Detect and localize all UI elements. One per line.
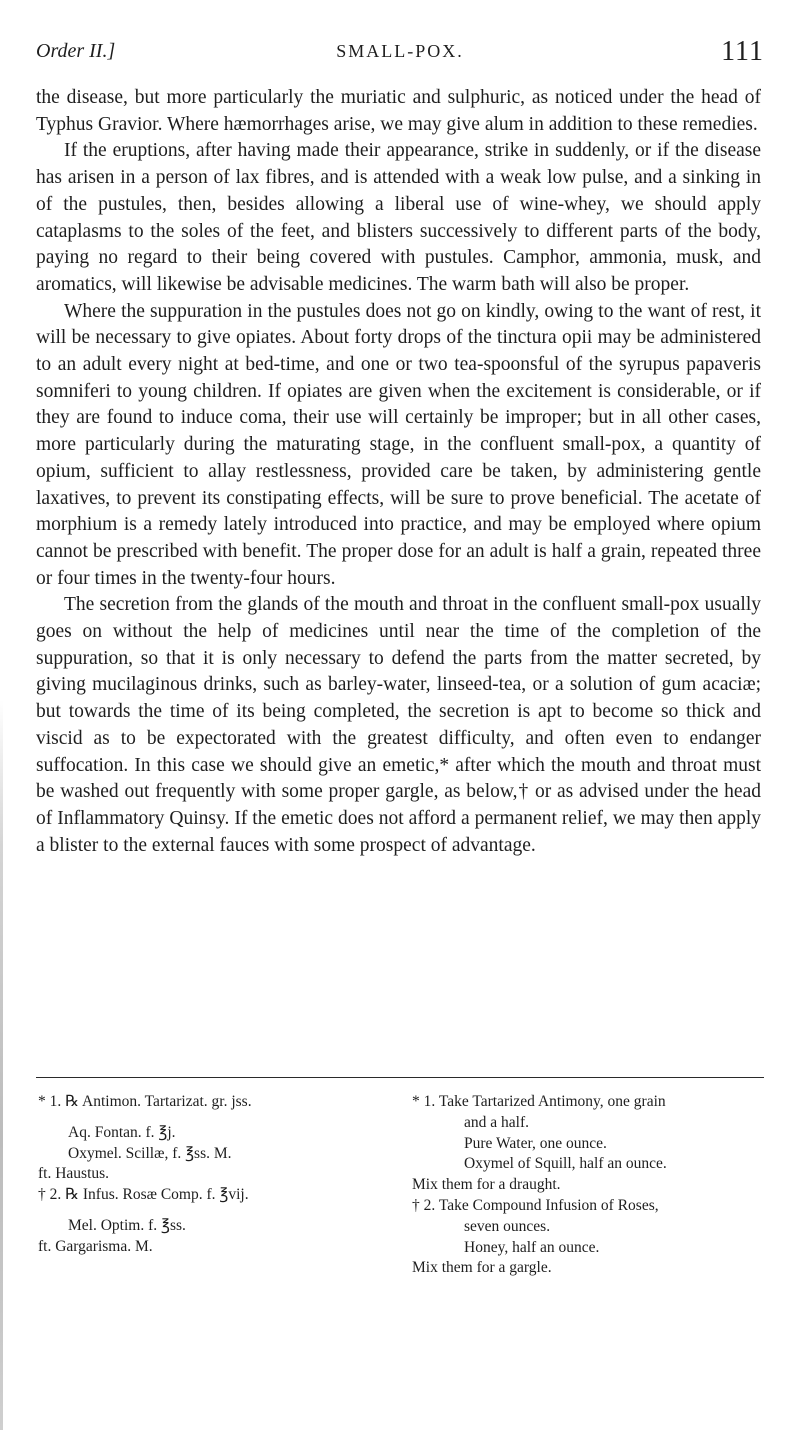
- paragraph: The secretion from the glands of the mouth and throat in the confluent small-pox usually goes on without the help of medicines until near the time of the completion of the suppuration, so that it is only necessary to defend the parts from the matter secreted, by giving mucilaginous drinks, such as barley-water, linseed-tea, or a solution of gum acaciæ; but towards the time of its being completed, the secretion is apt to become so thick and viscid as to be expectorated with the greatest difficulty, and often even to endanger suffocation. In this case we should give an emetic,* after which the mouth and throat must be washed out frequently with some proper gargle, as below,† or as advised under the head of Inflammatory Quinsy. If the emetic does not afford a permanent relief, we may then apply a blister to the external fauces with some prospect of advantage.: [36, 594, 761, 856]
- footnote-divider: [36, 1077, 764, 1078]
- footnote-line: Pure Water, one ounce.: [464, 1134, 607, 1152]
- header-section-label: Order II.]: [36, 40, 116, 62]
- running-header: [36, 38, 764, 72]
- footnote-line: Oxymel. Scillæ, f. ℥ss. M.: [68, 1144, 232, 1162]
- footnote-line: seven ounces.: [464, 1217, 551, 1235]
- footnote-line: Mel. Optim. f. ℥ss.: [68, 1216, 186, 1234]
- footnote-line: Mix them for a gargle.: [412, 1259, 552, 1277]
- header-title: SMALL-POX.: [336, 41, 464, 61]
- paragraph: Where the suppuration in the pustules does not go on kindly, owing to the want of rest, it will be necessary to give opiates. About forty drops of the tinctura opii may be administered to an adult every night at bed-time, and one or two tea-spoonsful of the syrupus papaveris somniferi to young children. If opiates are given when the excitement is considerable, or if they are found to induce coma, their use will certainly be improper; but in all other cases, more particularly during the maturating stage, in the confluent small-pox, a quantity of opium, sufficient to allay restlessness, provided care be taken, by administering gentle laxatives, to prevent its constipating effects, will be sure to prove beneficial. The acetate of morphium is a remedy lately introduced into practice, and may be employed where opium cannot be prescribed with benefit. The proper dose for an adult is half a grain, repeated three or four times in the twenty-four hours.: [36, 300, 761, 589]
- footnote-line: ft. Haustus.: [38, 1165, 110, 1183]
- footnotes-latin: [38, 1092, 383, 1258]
- paragraph: the disease, but more particularly the muriatic and sulphuric, as noticed under the head of Typhus Gravior. Where hæmorrhages arise, we may give alum in addition to these remedies.: [36, 87, 761, 135]
- footnotes-english: [412, 1092, 767, 1279]
- footnote-line: Mix them for a draught.: [412, 1176, 561, 1194]
- page-edge-shadow: [0, 700, 3, 1430]
- footnote-line: * 1. ℞ Antimon. Tartarizat. gr. jss.: [38, 1093, 252, 1110]
- footnote-line: * 1. Take Tartarized Antimony, one grain: [412, 1093, 666, 1110]
- footnote-line: Aq. Fontan. f. ℥j.: [68, 1123, 176, 1141]
- footnote-line: Oxymel of Squill, half an ounce.: [464, 1155, 667, 1173]
- footnote-line: † 2. ℞ Infus. Rosæ Comp. f. ℥vij.: [38, 1186, 249, 1204]
- footnote-line: † 2. Take Compound Infusion of Roses,: [412, 1196, 659, 1214]
- main-text: [36, 85, 761, 859]
- footnote-line: ft. Gargarisma. M.: [38, 1237, 153, 1255]
- footnote-line: Honey, half an ounce.: [464, 1238, 600, 1256]
- paragraph: If the eruptions, after having made their appearance, strike in suddenly, or if the disease has arisen in a person of lax fibres, and is attended with a weak low pulse, and a sinking in of the pustules, then, besides allowing a liberal use of wine-whey, we should apply cataplasms to the soles of the feet, and blisters successively to different parts of the body, paying no regard to their being covered with pustules. Camphor, ammonia, musk, and aromatics, will likewise be advisable medicines. The warm bath will also be proper.: [36, 140, 761, 295]
- footnote-line: and a half.: [464, 1113, 529, 1131]
- page-number: 111: [721, 36, 764, 67]
